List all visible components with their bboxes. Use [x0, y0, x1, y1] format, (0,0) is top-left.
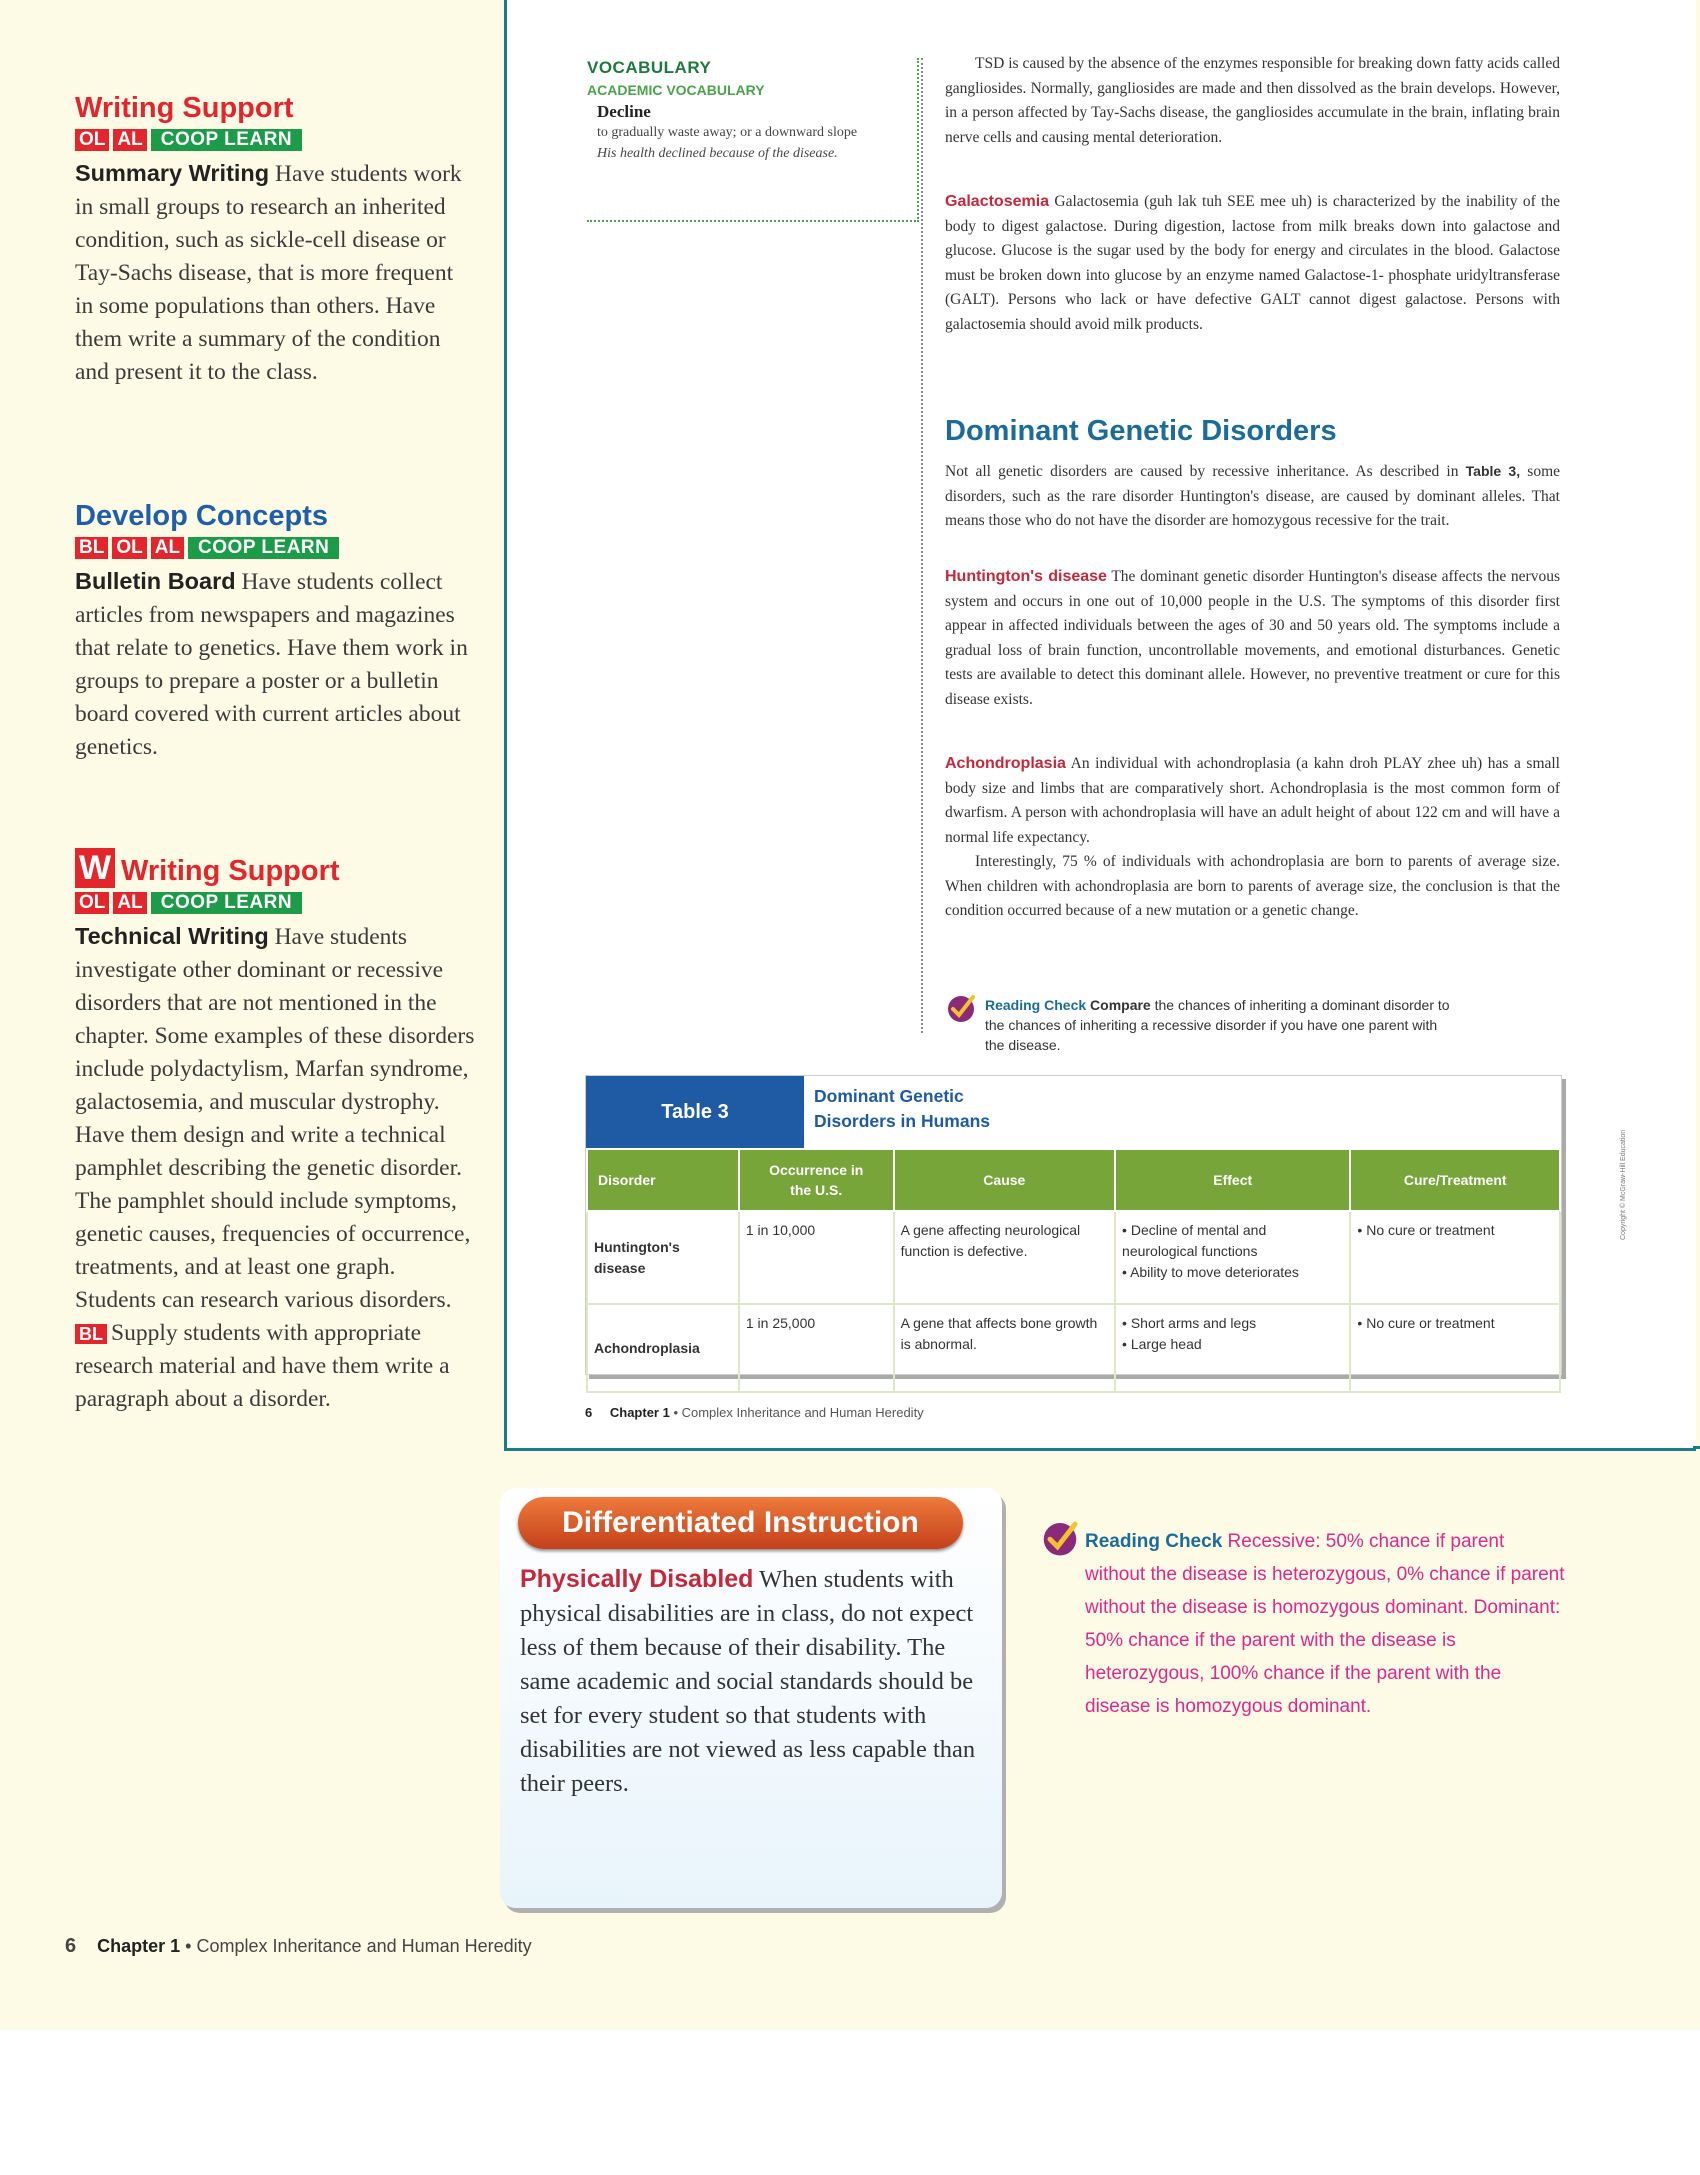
column-header: Effect [1115, 1149, 1350, 1211]
cell-occurrence: 1 in 10,000 [739, 1211, 894, 1304]
paragraph-text: TSD is caused by the absence of the enzymes responsible for breaking down fatty acids called gangliosides. Normally, gangliosides are made and then dissolved as the brain develops. However, in a person affected by Tay-Sachs disease, the gangliosides accumulate in the brain, inflating brain nerve cells and causing mental deterioration. [945, 55, 1560, 146]
reading-check-answer [1085, 1525, 1565, 1723]
column-header: Cure/Treatment [1350, 1149, 1560, 1211]
column-header [739, 1149, 894, 1211]
body-text: When students with physical disabilities are in class, do not expect less of them because of their disability. The same academic and social standards should be set for every student so that students with disabilities are not viewed as less capable than their peers. [520, 1566, 976, 1797]
achondroplasia-paragraph [945, 752, 1560, 924]
section-body [75, 565, 475, 764]
tag-coop-learn: COOP LEARN [151, 892, 302, 914]
term-physically-disabled: Physically Disabled [520, 1565, 754, 1593]
cell-effect [1115, 1211, 1350, 1304]
data-table [586, 1148, 1561, 1393]
chapter-label: Chapter 1 [609, 1405, 670, 1420]
paragraph-text-cont: some disorders, such as the rare disorder Huntington's disease, are caused by dominant alleles. That means those who do not have the disorder are homozygous recessive for the trait. [945, 463, 1561, 529]
effect-text: Large head [1130, 1336, 1202, 1352]
cell-effect [1115, 1304, 1350, 1392]
section-heading: Writing Support [75, 92, 294, 124]
reading-check-icon [945, 992, 977, 1024]
cell-cause: A gene affecting neurological function is defective. [894, 1211, 1115, 1304]
body-text: Have students collect articles from newspapers and magazines that relate to genetics. Have them work in groups to prepare a poster or a bulletin board covered with current articles about genetics. [75, 569, 468, 760]
effect-text: Short arms and legs [1130, 1315, 1257, 1331]
body-text: Have students investigate other dominant or recessive disorders that are not mentioned in the chapter. Some examples of these disorders include polydactylism, Marfan syndrome, galactosemia, and muscular dystrophy. Have them design and write a technical pamphlet describing the genetic disorder. The pamphlet should include symptoms, genetic causes, frequencies of occurrence, treatments, and at least one graph. Students can research various disorders. [75, 924, 475, 1313]
differentiated-instruction-tab: Differentiated Instruction [518, 1497, 963, 1549]
lead-term: Technical Writing [75, 923, 269, 949]
effect-text: Ability to move deteriorates [1130, 1264, 1299, 1280]
reading-check-answer-text: Recessive: 50% chance if parent without the disease is heterozygous, 0% chance if parent without the disease is homozygous dominant. Dominant: 50% chance if the parent with the disease is heterozygous, 100% chance if the parent with the disease is homozygous dominant. [1085, 1531, 1565, 1717]
page-number: 6 [65, 1935, 77, 1957]
table-header-band [586, 1076, 1561, 1148]
tag-al: AL [113, 892, 146, 914]
effect-item: • Ability to move deteriorates [1122, 1264, 1299, 1280]
body-text: Have students work in small groups to research an inherited condition, such as sickle-cell disease or Tay-Sachs disease, that is more frequent in some populations than others. Have them write a summary of the condition and present it to the class. [75, 161, 462, 385]
paragraph-text: An individual with achondroplasia (a kahn droh PLAY zhee uh) has a small body size and limbs that are comparatively short. Achondroplasia is the most common form of dwarfism. A person with achondroplasia will have an adult height of about 122 cm and will have a normal life expectancy. [945, 755, 1560, 846]
lead-term: Summary Writing [75, 160, 270, 186]
lead-term: Bulletin Board [75, 568, 236, 594]
paragraph [945, 752, 1560, 850]
vocabulary-example: His health declined because of the disease. [597, 146, 838, 161]
paragraph [945, 459, 1560, 534]
cell-cure: • No cure or treatment [1350, 1211, 1560, 1304]
cure-text: No cure or treatment [1366, 1222, 1495, 1238]
paragraph-text: Not all genetic disorders are caused by recessive inheritance. As described in [945, 463, 1459, 480]
paragraph [945, 565, 1560, 712]
copyright-note: Copyright © McGraw-Hill Education [1620, 1129, 1627, 1240]
vocabulary-box [587, 58, 919, 222]
cure-text: No cure or treatment [1366, 1315, 1495, 1331]
table-header-row [587, 1149, 1560, 1211]
tsd-paragraph [945, 52, 1560, 150]
effect-item: • Large head [1122, 1336, 1202, 1352]
tag-coop-learn: COOP LEARN [188, 537, 339, 559]
reading-check-icon [1040, 1518, 1080, 1558]
level-tags [75, 892, 475, 914]
column-header-text: Occurrence in the U.S. [769, 1162, 864, 1198]
chapter-label: Chapter 1 [97, 1936, 181, 1956]
table-label: Table 3 [586, 1076, 804, 1148]
tag-ol: OL [75, 892, 109, 914]
tag-ol: OL [75, 129, 109, 151]
galactosemia-paragraph [945, 190, 1560, 337]
tag-ol: OL [112, 537, 146, 559]
paragraph-text: Galactosemia (guh lak tuh SEE mee uh) is characterized by the inability of the body to digest galactose. During digestion, lactose from milk breaks down into galactose and glucose. Glucose is the sugar used by the body for energy and circulates in the blood. Galactose must be broken down into glucose by an enzyme named Galactose-1- phosphate uridyltransferase (GALT). Persons who lack or have defective GALT cannot digest galactose. Persons with galactosemia should avoid milk products. [945, 193, 1560, 333]
vocabulary-title: VOCABULARY [587, 58, 712, 77]
page-number: 6 [585, 1405, 593, 1420]
reading-check-question [985, 995, 1455, 1055]
writing-support-summary [75, 92, 470, 389]
reading-check-label: Reading Check [1085, 1531, 1223, 1552]
differentiated-instruction-text [520, 1562, 985, 1801]
level-tags [75, 129, 470, 151]
cell-cure: • No cure or treatment [1350, 1304, 1560, 1392]
vocabulary-definition: to gradually waste away; or a downward slope [597, 125, 858, 140]
term-huntingtons: Huntington's disease [945, 568, 1107, 585]
inner-page-footer: 6 Chapter 1 • Complex Inheritance and Human Heredity [585, 1405, 924, 1420]
paragraph-text-2: Interestingly, 75 % of individuals with achondroplasia are born to parents of average size. When children with achondroplasia are born to parents of average size, the conclusion is that the condition occurred because of a new mutation or a genetic change. [945, 853, 1560, 919]
tag-bl: BL [75, 537, 108, 559]
table-title-text: Dominant Genetic Disorders in Humans [814, 1086, 991, 1131]
writing-support-technical [75, 848, 475, 1416]
table-row [587, 1304, 1560, 1392]
page-footer: 6 Chapter 1 • Complex Inheritance and Human Heredity [65, 1935, 532, 1957]
paragraph [945, 190, 1560, 337]
table-3 [585, 1075, 1562, 1375]
develop-concepts [75, 500, 475, 764]
cell-cause: A gene that affects bone growth is abnormal. [894, 1304, 1115, 1392]
section-heading: Dominant Genetic Disorders [945, 415, 1337, 447]
tag-al: AL [113, 129, 146, 151]
tag-coop-learn: COOP LEARN [151, 129, 302, 151]
term-galactosemia: Galactosemia [945, 193, 1050, 210]
column-header: Disorder [587, 1149, 739, 1211]
tag-bl: BL [75, 1324, 107, 1344]
reading-check-text: the chances of inheriting a dominant disorder to the chances of inheriting a recessive disorder if you have one parent with the disease. [985, 997, 1450, 1053]
effect-item: • Decline of mental and neurological functions [1122, 1222, 1267, 1259]
section-body [75, 157, 470, 389]
effect-item: • Short arms and legs [1122, 1315, 1257, 1331]
huntingtons-paragraph [945, 565, 1560, 712]
section-body [75, 920, 475, 1416]
section-heading: Writing Support [121, 855, 340, 887]
table-row [587, 1211, 1560, 1304]
cell-occurrence: 1 in 25,000 [739, 1304, 894, 1392]
term-achondroplasia: Achondroplasia [945, 755, 1066, 772]
table-title [804, 1076, 1561, 1148]
reading-check-lead: Compare [1090, 997, 1151, 1013]
column-divider [921, 58, 923, 1033]
chapter-title: Complex Inheritance and Human Heredity [681, 1405, 924, 1420]
paragraph-text: The dominant genetic disorder Huntington's disease affects the nervous system and occurs in one out of 10,000 people in the U.S. The symptoms of this disorder first appear in affected individuals between the ages of 30 and 50 years old. The symptoms include a gradual loss of brain function, uncontrollable movements, and emotional disturbances. Genetic tests are available to detect this dominant allele. However, no preventive treatment or cure for this disease exists. [945, 568, 1560, 708]
level-tags [75, 537, 475, 559]
vocabulary-word: Decline [597, 102, 651, 121]
effect-text: Decline of mental and neurological functions [1122, 1222, 1267, 1259]
inset-border-tick [1693, 1446, 1700, 1449]
cell-disorder: Huntington's disease [587, 1211, 739, 1304]
chapter-title: Complex Inheritance and Human Heredity [196, 1936, 532, 1956]
tag-al: AL [151, 537, 184, 559]
section-heading: Develop Concepts [75, 500, 328, 532]
cell-disorder: Achondroplasia [587, 1304, 739, 1392]
column-header: Cause [894, 1149, 1115, 1211]
table-reference: Table 3, [1465, 463, 1521, 479]
heading-row [75, 848, 475, 888]
dominant-intro-paragraph [945, 459, 1560, 534]
w-badge-icon: W [75, 848, 115, 888]
reading-check-label: Reading Check [985, 997, 1087, 1013]
bl-text: Supply students with appropriate research material and have them write a paragraph about a disorder. [75, 1320, 450, 1412]
vocabulary-subtitle: ACADEMIC VOCABULARY [587, 82, 765, 98]
